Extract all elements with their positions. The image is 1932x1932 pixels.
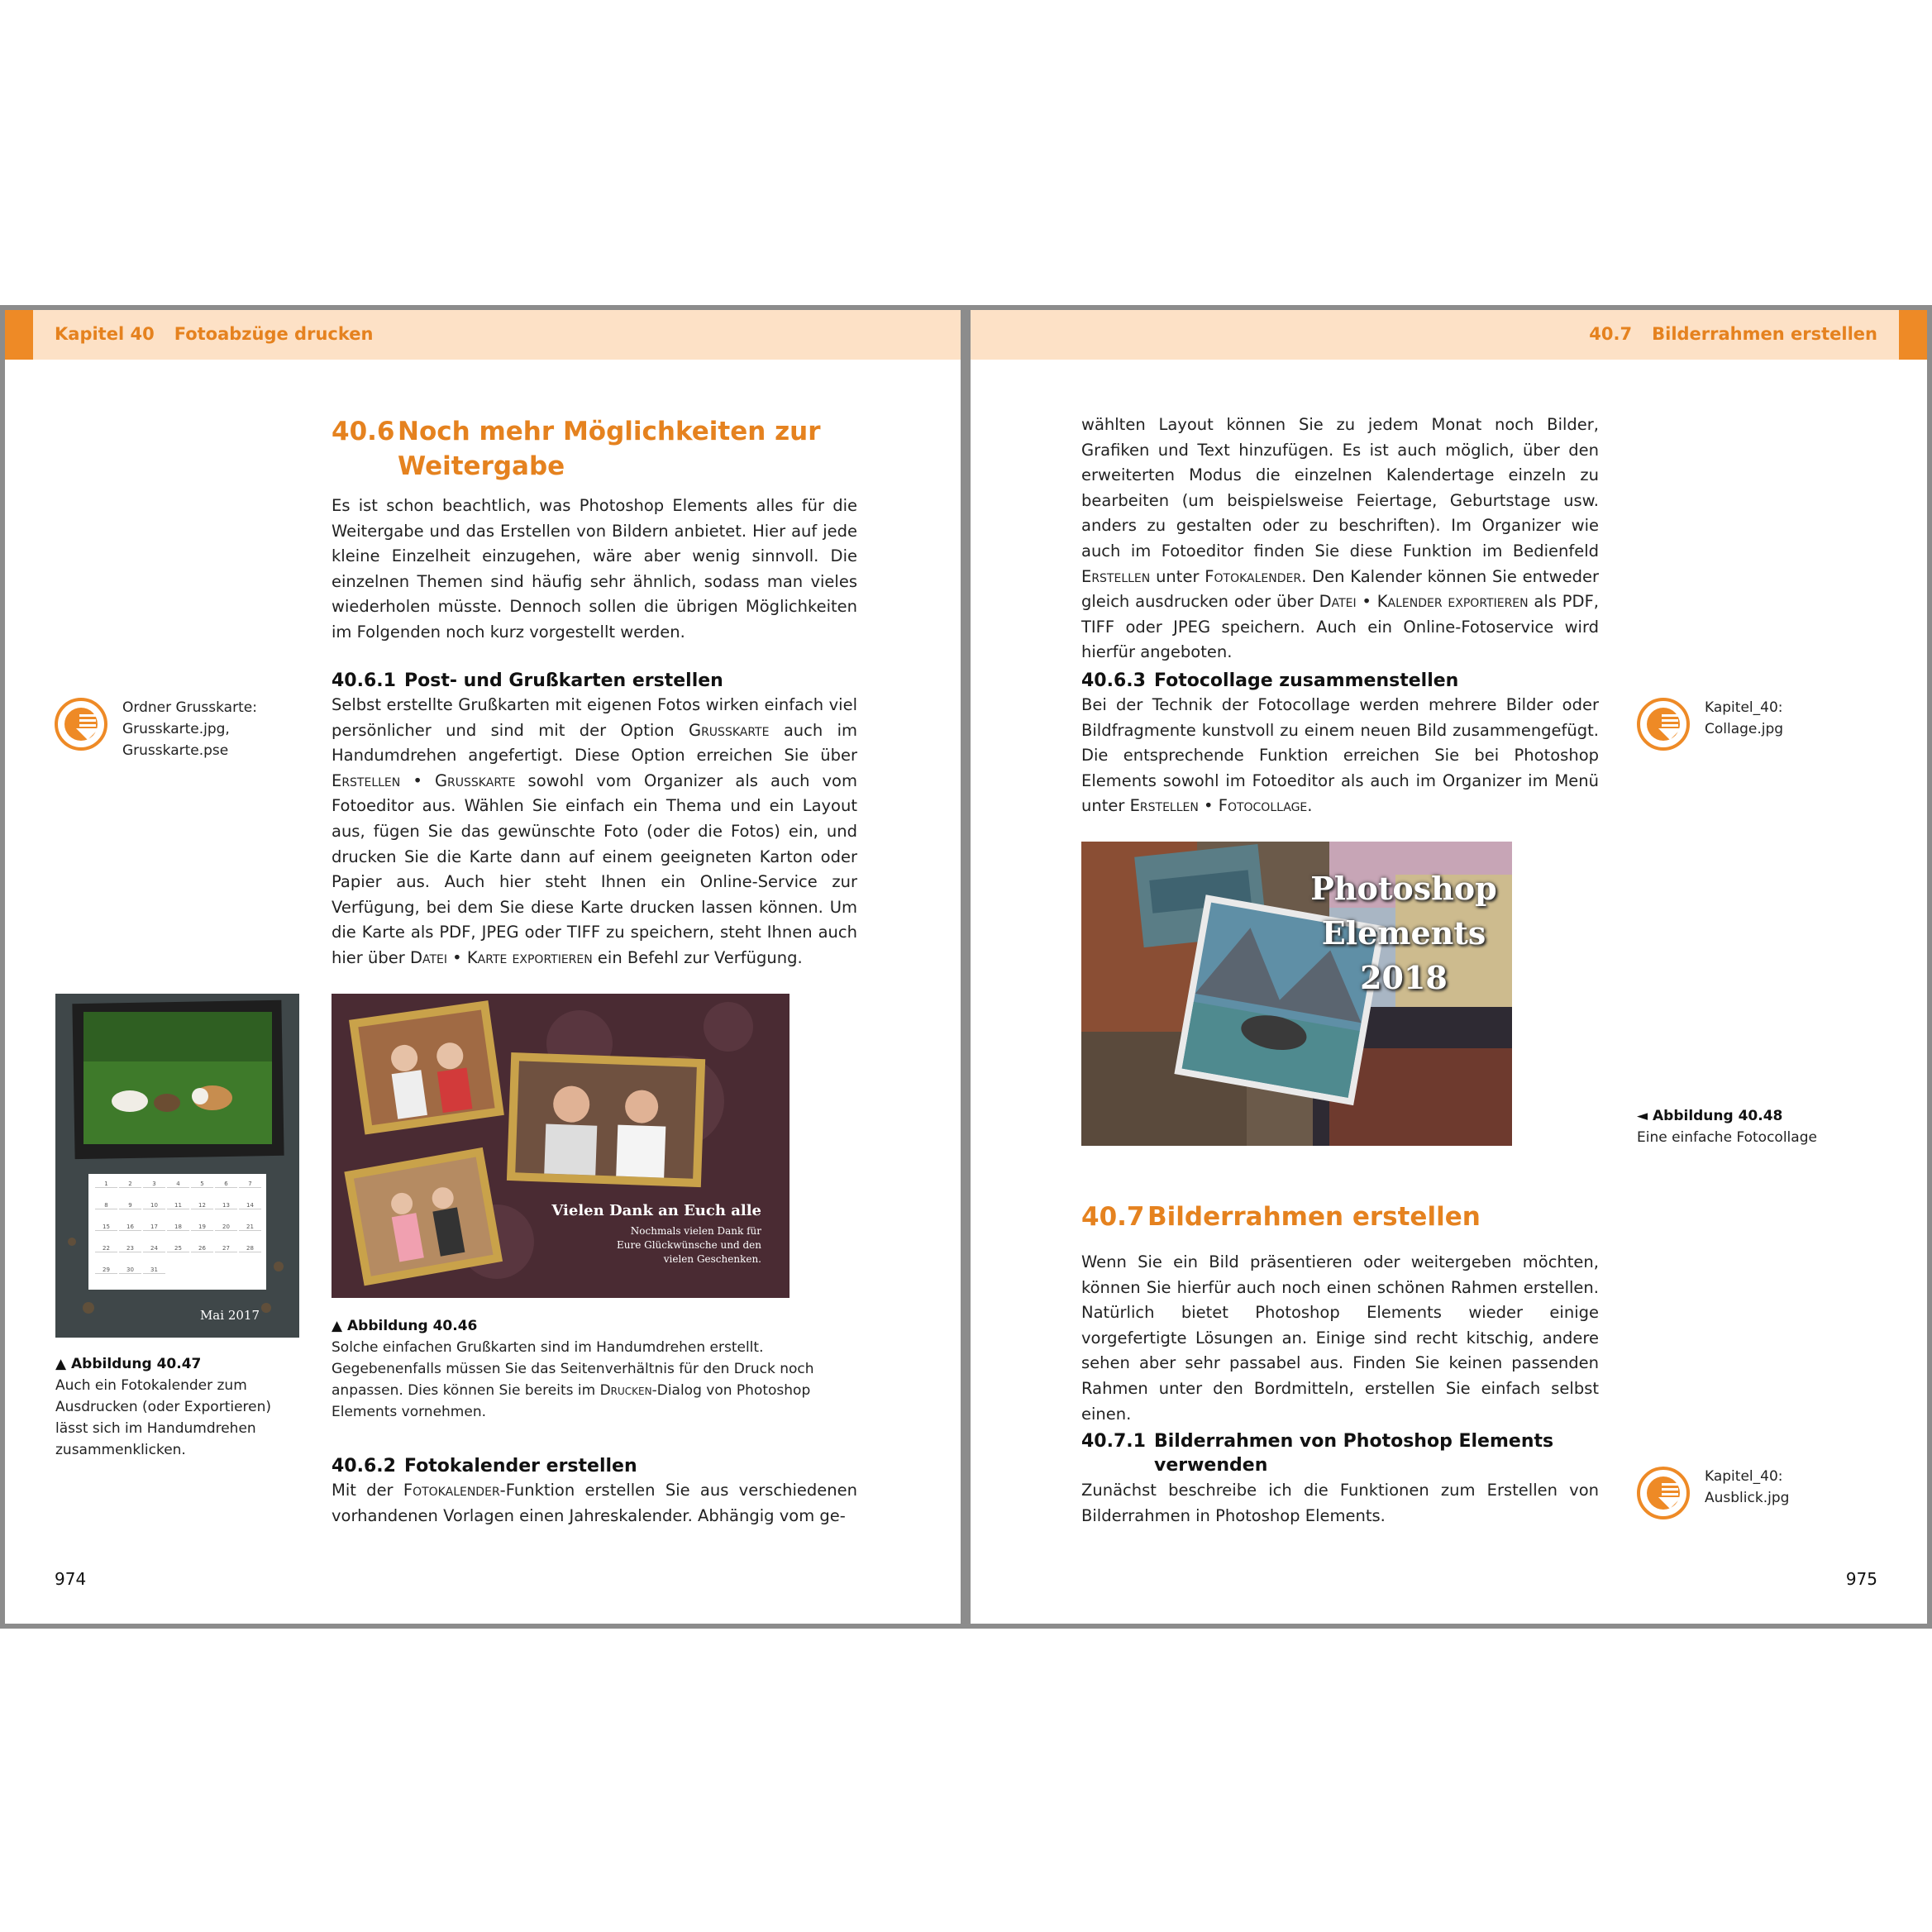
running-header-text — [1589, 324, 1877, 344]
menu-term: Drucken — [599, 1382, 652, 1399]
calendar-day: 8 — [95, 1202, 117, 1209]
text-run: sowohl vom Organizer als auch vom Fotoeditor aus. Wählen Sie einfach ein Thema und ein Layout aus, fügen Sie das gewünschte Foto (oder die Fotos) ein, und drucken Sie die Karte dann auf einem geeigneten Karton oder Papier aus. Auch hier steht Ihnen ein Online-Service zur Verfügung, bei dem Sie diese Karte drucken lassen können. Um die Karte als PDF, JPEG oder TIFF zu speichern, steht Ihnen auch hier über — [332, 770, 857, 967]
download-note — [1705, 697, 1783, 740]
download-arrow-icon — [1637, 1467, 1690, 1519]
download-note-line: Grusskarte.pse — [122, 742, 229, 759]
menu-term: Datei • Kalender exportieren — [1319, 592, 1529, 612]
greeting-card-figure — [332, 994, 789, 1298]
right-page — [966, 305, 1932, 1629]
calendar-day: 11 — [167, 1202, 189, 1209]
figure-label: ▲ Abbildung 40.46 — [332, 1318, 478, 1334]
calendar-day: 16 — [119, 1224, 141, 1231]
section-title-line2: Weitergabe — [398, 451, 565, 481]
calendar-day: 12 — [191, 1202, 213, 1209]
calendar-day: 24 — [143, 1245, 165, 1252]
text-run: als PDF, TIFF oder JPEG speichern. Auch ein Online-Fotoservice wird hierfür angeboten. — [1081, 592, 1599, 662]
calendar-day: 5 — [191, 1181, 213, 1188]
download-note — [122, 697, 257, 761]
collage-title-line: Elements — [1321, 914, 1486, 952]
collage-title — [1305, 866, 1503, 1000]
collage-title-line: 2018 — [1360, 959, 1448, 996]
section-heading — [332, 414, 821, 484]
subsection-title: Fotokalender erstellen — [404, 1456, 637, 1476]
download-note-line: Ausblick.jpg — [1705, 1490, 1790, 1506]
calendar-day: 25 — [167, 1245, 189, 1252]
figure-caption — [332, 1315, 815, 1423]
calendar-day: 2 — [119, 1181, 141, 1188]
text-run: Bei der Technik der Fotocollage werden mehrere Bilder oder Bildfragmente kunstvoll zu einem neuen Bild zusammengefügt. Die entsprechende Funktion erreichen Sie bei Photoshop Elements sowohl im Fotoeditor als auch im Organizer im Menü unter — [1081, 695, 1599, 816]
calendar-day: 3 — [143, 1181, 165, 1188]
calendar-day: 15 — [95, 1224, 117, 1231]
book-spread — [0, 305, 1932, 1629]
continued-text — [1081, 413, 1599, 665]
card-text — [551, 1202, 761, 1267]
calendar-figure — [55, 994, 299, 1338]
download-arrow-icon — [55, 698, 107, 751]
text-run: . Den Kalender können Sie entweder gleich ausdrucken oder über — [1081, 566, 1600, 612]
calendar-day: 30 — [119, 1267, 141, 1274]
download-note-line: Collage.jpg — [1705, 721, 1784, 737]
subsection-number: 40.6.1 — [332, 670, 396, 691]
download-note-line: Kapitel_40: — [1705, 699, 1783, 716]
calendar-day: 26 — [191, 1245, 213, 1252]
subsection-heading — [1081, 669, 1458, 693]
calendar-day: 13 — [215, 1202, 237, 1209]
subsection-number: 40.6.2 — [332, 1456, 396, 1476]
subsection-text: Zunächst beschreibe ich die Funktionen zum Erstellen von Bilderrahmen in Photoshop Elements. — [1081, 1481, 1599, 1525]
menu-term: Datei • Karte exportieren — [409, 947, 593, 967]
menu-term: Erstellen — [1081, 566, 1151, 586]
calendar-day: 19 — [191, 1224, 213, 1231]
section-heading — [1081, 1200, 1481, 1234]
section-title: Bilderrahmen erstellen — [1147, 1202, 1481, 1232]
calendar-day: 22 — [95, 1245, 117, 1252]
subsection-heading — [1081, 1429, 1553, 1477]
figure-text: Auch ein Fotokalender zum Ausdrucken (oder Exportieren) lässt sich im Handumdrehen zusammenklicken. — [55, 1377, 272, 1458]
download-note — [1705, 1466, 1789, 1509]
section-intro: Wenn Sie ein Bild präsentieren oder weitergeben möchten, können Sie hierfür auch noch einen schönen Rahmen erstellen. Natürlich bietet Photoshop Elements wieder einige vorgefertigte Lösungen an. Einige sind recht kitschig, andere sehen aber sehr passabel aus. Finden Sie keinen passenden Rahmen unter den Bordmitteln, erstellen Sie einfach selbst einen. — [1081, 1252, 1599, 1424]
text-run: wählten Layout können Sie zu jedem Monat noch Bilder, Grafiken und Text hinzufügen. Es ist auch möglich, über den erweiterten Modus die einzelnen Kalendertage einzeln zu bearbeiten (um beispielsweise Feiertage, Geburtstage usw. anders zu gestalten oder zu beschriften). Im Organizer wie auch im Fotoeditor finden Sie diese Funktion im Bedienfeld — [1081, 415, 1599, 561]
calendar-day: 1 — [95, 1181, 117, 1188]
chapter-title: Fotoabzüge drucken — [174, 324, 374, 344]
text-run: . — [1307, 796, 1313, 816]
figure-caption — [1637, 1105, 1901, 1148]
section-number: 40.6 — [332, 417, 395, 446]
running-header — [5, 310, 961, 360]
header-tab — [5, 310, 33, 360]
text-run: -Dialog von Photoshop Elements vornehmen. — [332, 1382, 811, 1420]
text-run: Mit der — [332, 1481, 403, 1500]
menu-term: Fotokalender — [403, 1481, 500, 1500]
calendar-day: 23 — [119, 1245, 141, 1252]
section-title-line1: Noch mehr Möglichkeiten zur — [398, 417, 821, 446]
text-run: Solche einfachen Grußkarten sind im Handumdrehen erstellt. Gegebenenfalls müssen Sie das Seitenverhältnis für den Druck noch anpassen. Dies können Sie bereits im — [332, 1339, 814, 1399]
menu-term: Erstellen • Fotocollage — [1129, 796, 1308, 816]
figure-label: ◄ Abbildung 40.48 — [1637, 1108, 1783, 1124]
figure-caption — [55, 1353, 295, 1461]
calendar-day: 21 — [239, 1224, 261, 1231]
chapter-label: Kapitel 40 — [55, 324, 155, 344]
subsection-title: Fotocollage zusammenstellen — [1154, 670, 1459, 691]
text-run: auch im Handumdrehen angefertigt. Diese Option erreichen Sie über — [332, 720, 858, 766]
section-title: Bilderrahmen erstellen — [1652, 324, 1877, 344]
subsection-title-line1: Bilderrahmen von Photoshop Elements — [1154, 1431, 1554, 1452]
subsection-heading — [332, 1454, 637, 1478]
download-arrow-icon — [1637, 698, 1690, 751]
calendar-day: 9 — [119, 1202, 141, 1209]
text-run: -Funktion erstellen Sie aus verschiedenen vorhandenen Vorlagen einen Jahreskalender. Abhängig vom ge- — [332, 1481, 857, 1525]
page-number: 975 — [1845, 1569, 1877, 1589]
text-run: unter — [1150, 566, 1205, 586]
calendar-day: 18 — [167, 1224, 189, 1231]
download-note-line: Kapitel_40: — [1705, 1468, 1783, 1485]
calendar-grid — [93, 1179, 262, 1286]
header-tab — [1899, 310, 1927, 360]
subsection-number: 40.6.3 — [1081, 670, 1146, 691]
menu-term: Erstellen • Grusskarte — [332, 770, 516, 790]
card-line: Nochmals vielen Dank für — [630, 1225, 761, 1237]
figure-text: Eine einfache Fotocollage — [1637, 1129, 1817, 1146]
subsection-text — [332, 1478, 857, 1529]
subsection-title-line2: verwenden — [1154, 1455, 1268, 1476]
download-note-line: Grusskarte.jpg, — [122, 721, 230, 737]
text-run: ein Befehl zur Verfügung. — [592, 947, 803, 967]
calendar-month: Mai 2017 — [199, 1308, 260, 1323]
section-number: 40.7 — [1081, 1202, 1145, 1232]
calendar-day: 14 — [239, 1202, 261, 1209]
calendar-day: 31 — [143, 1267, 165, 1274]
text-run: Selbst erstellte Grußkarten mit eigenen Fotos wirken einfach viel persönlicher und sind mit der Option — [332, 695, 857, 740]
menu-term: Grusskarte — [688, 720, 770, 740]
card-line: Eure Glückwünsche und den — [616, 1239, 761, 1251]
page-number: 974 — [55, 1569, 87, 1589]
card-title: Vielen Dank an Euch alle — [551, 1202, 761, 1219]
calendar-day: 28 — [239, 1245, 261, 1252]
card-line: vielen Geschenken. — [663, 1253, 761, 1265]
left-page — [0, 305, 966, 1629]
calendar-day: 20 — [215, 1224, 237, 1231]
section-intro: Es ist schon beachtlich, was Photoshop Elements alles für die Weitergabe und das Erstellen von Bildern anbietet. Hier auf jede kleine Einzelheit einzugehen, wäre aber wenig sinnvoll. Die einzelnen Themen sind häufig sehr ähnlich, sodass man vieles wiederholen müsste. Dennoch sollen die übrigen Möglichkeiten im Folgenden noch kurz vorgestellt werden. — [332, 496, 857, 642]
subsection-text — [332, 693, 857, 971]
section-number: 40.7 — [1589, 324, 1633, 344]
download-note-line: Ordner Grusskarte: — [122, 699, 257, 716]
running-header-text — [55, 324, 373, 344]
collage-title-line: Photoshop — [1310, 870, 1497, 907]
subsection-text — [1081, 693, 1599, 819]
figure-label: ▲ Abbildung 40.47 — [55, 1356, 202, 1372]
calendar-day: 10 — [143, 1202, 165, 1209]
calendar-day: 29 — [95, 1267, 117, 1274]
menu-term: Fotokalender — [1205, 566, 1302, 586]
calendar-day: 4 — [167, 1181, 189, 1188]
calendar-day: 6 — [215, 1181, 237, 1188]
running-header — [971, 310, 1927, 360]
collage-figure — [1081, 842, 1512, 1146]
subsection-title: Post- und Grußkarten erstellen — [404, 670, 723, 691]
calendar-day: 17 — [143, 1224, 165, 1231]
calendar-day: 27 — [215, 1245, 237, 1252]
subsection-heading — [332, 669, 723, 693]
calendar-day: 7 — [239, 1181, 261, 1188]
subsection-number: 40.7.1 — [1081, 1431, 1146, 1452]
